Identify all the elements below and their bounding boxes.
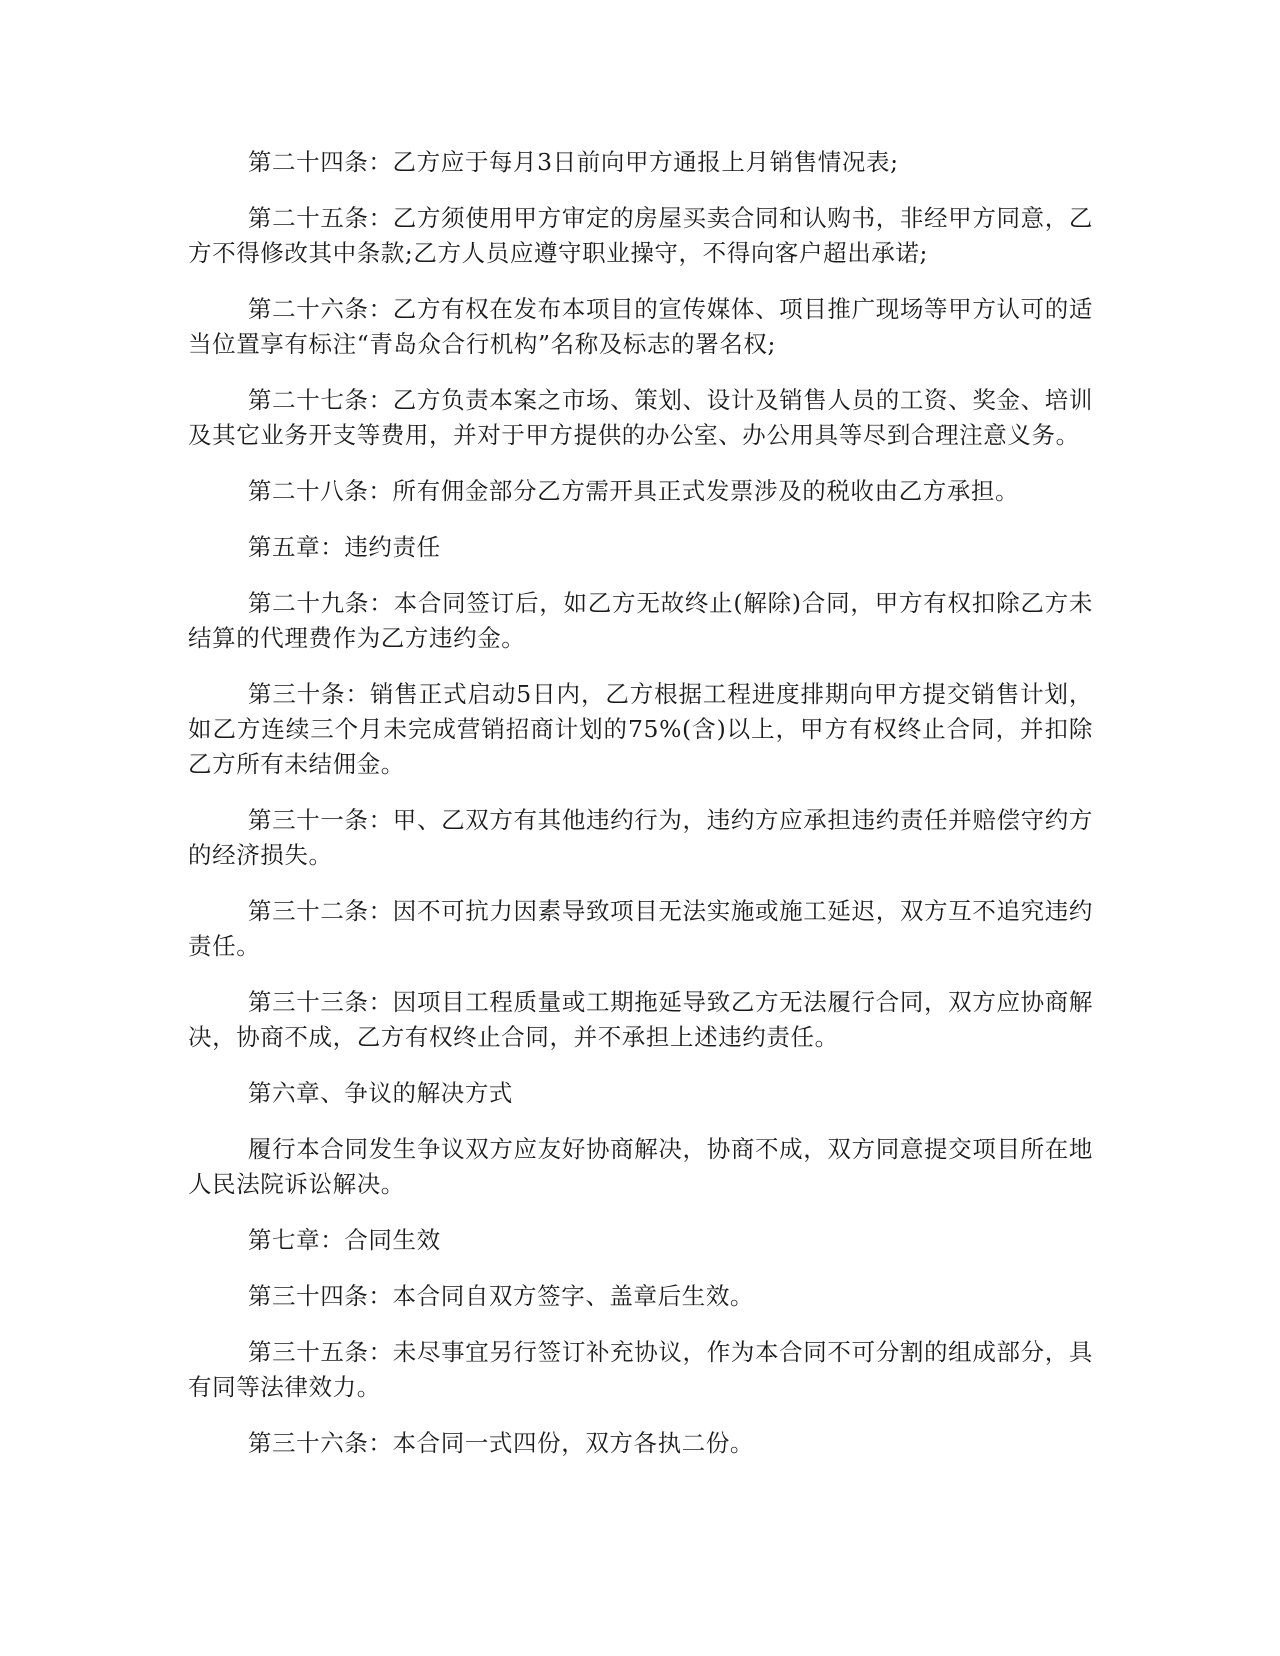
chapter-6-heading: 第六章、争议的解决方式 (247, 1079, 514, 1107)
document-body (188, 145, 1093, 1482)
clause-25: 第二十五条：乙方须使用甲方审定的房屋买卖合同和认购书，非经甲方同意，乙方不得修改其中条款;乙方人员应遵守职业操守，不得向客户超出承诺; (188, 204, 1093, 267)
clause-30: 第三十条：销售正式启动5日内，乙方根据工程进度排期向甲方提交销售计划，如乙方连续三个月未完成营销招商计划的75%(含)以上，甲方有权终止合同，并扣除乙方所有未结佣金。 (188, 680, 1093, 778)
clause-35: 第三十五条：未尽事宜另行签订补充协议，作为本合同不可分割的组成部分，具有同等法律效力。 (188, 1338, 1093, 1401)
clause-32: 第三十二条：因不可抗力因素导致项目无法实施或施工延迟，双方互不追究违约责任。 (188, 897, 1093, 960)
clause-36: 第三十六条：本合同一式四份，双方各执二份。 (247, 1429, 755, 1457)
chapter-5-heading: 第五章：违约责任 (247, 533, 441, 561)
dispute-resolution-text: 履行本合同发生争议双方应友好协商解决，协商不成，双方同意提交项目所在地人民法院诉讼解决。 (188, 1135, 1093, 1198)
clause-33: 第三十三条：因项目工程质量或工期拖延导致乙方无法履行合同，双方应协商解决，协商不成，乙方有权终止合同，并不承担上述违约责任。 (188, 988, 1093, 1051)
chapter-7-heading: 第七章：合同生效 (247, 1226, 441, 1254)
clause-26: 第二十六条：乙方有权在发布本项目的宣传媒体、项目推广现场等甲方认可的适当位置享有标注“青岛众合行机构”名称及标志的署名权; (188, 295, 1093, 358)
clause-29: 第二十九条：本合同签订后，如乙方无故终止(解除)合同，甲方有权扣除乙方未结算的代理费作为乙方违约金。 (188, 589, 1093, 652)
clause-34: 第三十四条：本合同自双方签字、盖章后生效。 (247, 1282, 755, 1310)
clause-28: 第二十八条：所有佣金部分乙方需开具正式发票涉及的税收由乙方承担。 (247, 477, 1020, 505)
clause-31: 第三十一条：甲、乙双方有其他违约行为，违约方应承担违约责任并赔偿守约方的经济损失。 (188, 806, 1093, 869)
clause-24: 第二十四条：乙方应于每月3日前向甲方通报上月销售情况表; (247, 148, 899, 176)
clause-27: 第二十七条：乙方负责本案之市场、策划、设计及销售人员的工资、奖金、培训及其它业务开支等费用，并对于甲方提供的办公室、办公用具等尽到合理注意义务。 (188, 386, 1093, 449)
